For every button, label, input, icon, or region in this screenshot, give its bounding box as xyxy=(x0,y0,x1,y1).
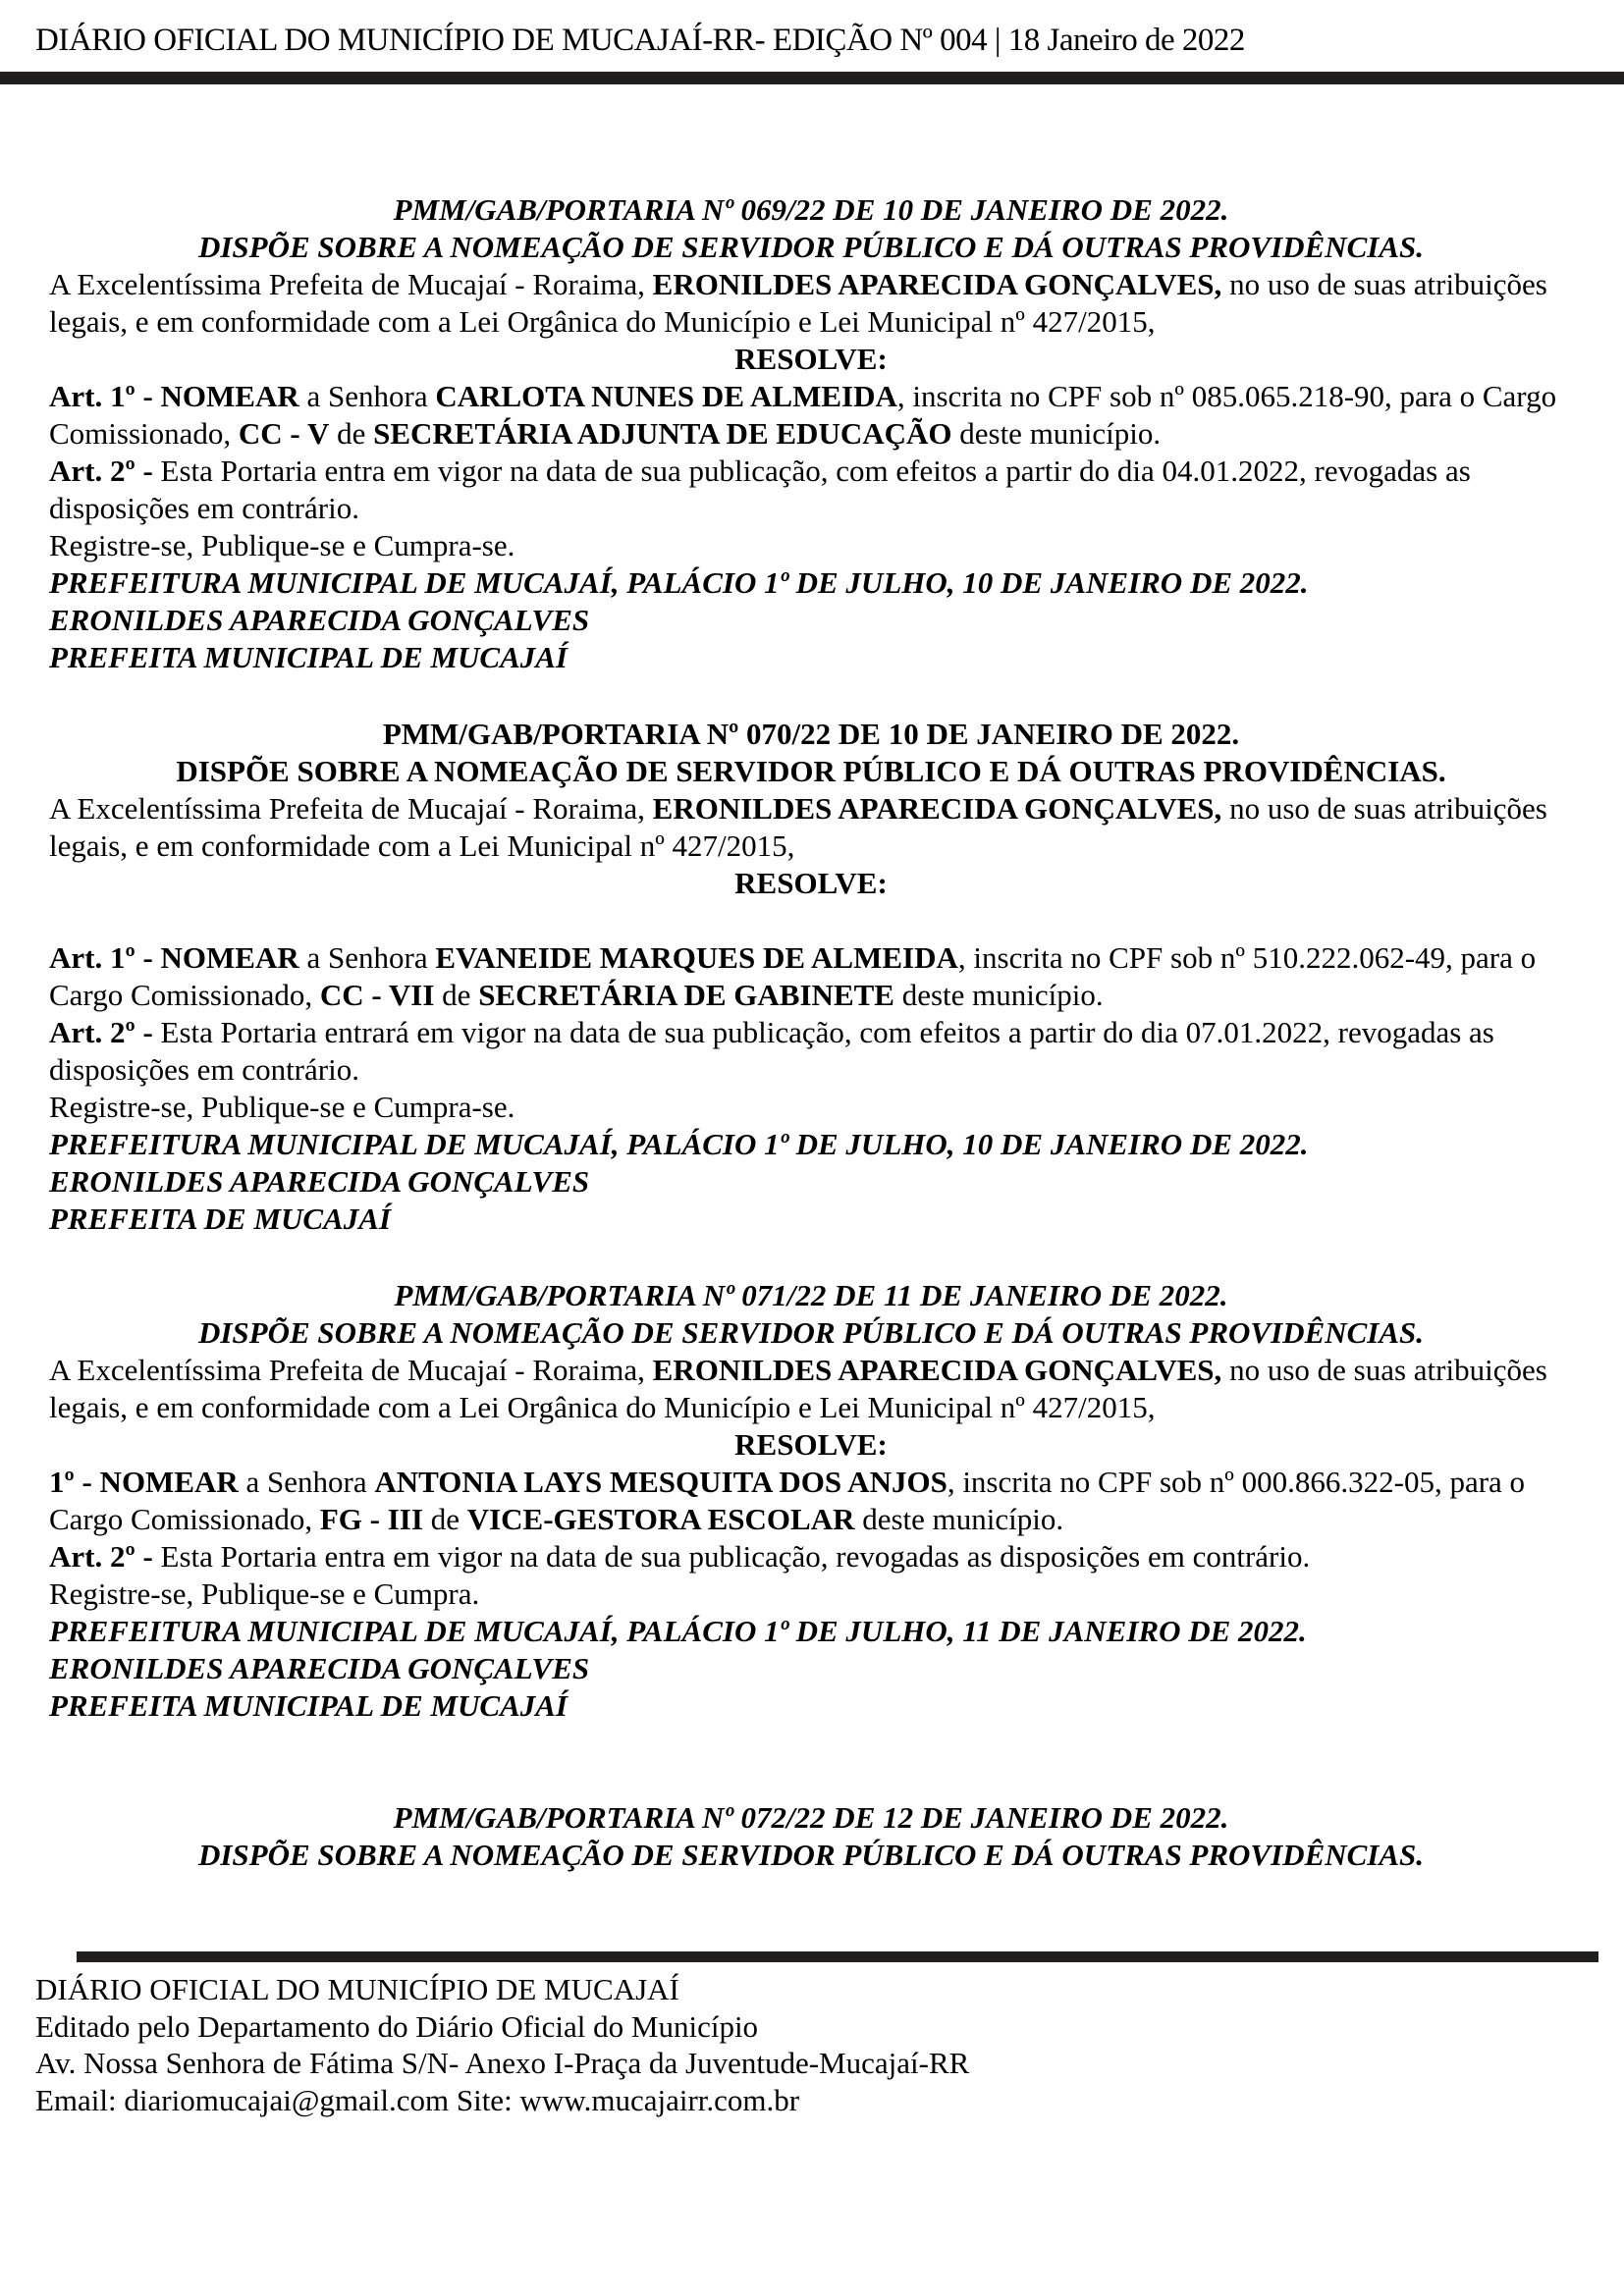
text-run: PMM/GAB/PORTARIA Nº 069/22 DE 10 DE JANEIRO DE 2022. xyxy=(393,192,1229,227)
text-run: Esta Portaria entra em vigor na data de sua publicação, com efeitos a partir do dia 04.01.2022, revogadas as disposições em contrário. xyxy=(49,454,1471,525)
text-run: RESOLVE: xyxy=(734,342,888,376)
text-run: Registre-se, Publique-se e Cumpra-se. xyxy=(49,528,515,562)
text-run: DISPÕE SOBRE A NOMEAÇÃO DE SERVIDOR PÚBLICO E DÁ OUTRAS PROVIDÊNCIAS. xyxy=(197,1315,1425,1350)
text-run: PREFEITURA MUNICIPAL DE MUCAJAÍ, PALÁCIO 1º DE JULHO, 10 DE JANEIRO DE 2022. xyxy=(49,565,1309,600)
text-run: FG - III xyxy=(319,1502,423,1536)
text-run: CC - VII xyxy=(319,978,435,1012)
portaria-071-22-closing xyxy=(49,1575,1573,1613)
text-run: DISPÕE SOBRE A NOMEAÇÃO DE SERVIDOR PÚBLICO E DÁ OUTRAS PROVIDÊNCIAS. xyxy=(176,754,1446,788)
text-run: ERONILDES APARECIDA GONÇALVES, xyxy=(652,267,1222,301)
portaria-071-22-signature-name xyxy=(49,1650,1573,1687)
text-run: Art. 2º - xyxy=(49,1539,161,1574)
text-run: Art. 2º - xyxy=(49,454,161,488)
text-run: no uso de suas atribuições legais, e em conformidade com a Lei Orgânica do Município e Lei Municipal nº 427/2015, xyxy=(49,1353,1547,1424)
footer-edited-by: Editado pelo Departamento do Diário Oficial do Município xyxy=(35,2008,759,2044)
portaria-071-22-title xyxy=(49,1277,1573,1314)
portaria-070-22-resolve xyxy=(49,865,1573,902)
portaria-069-22-art-1 xyxy=(49,378,1573,453)
portaria-071-22-art-1 xyxy=(49,1464,1573,1538)
portaria-070-22-title xyxy=(49,716,1573,753)
text-run: CC - V xyxy=(238,416,330,451)
portaria-069-22-title xyxy=(49,191,1573,229)
text-run: a Senhora xyxy=(298,379,436,413)
text-run: Registre-se, Publique-se e Cumpra. xyxy=(49,1576,480,1611)
portaria-072-22-subject xyxy=(49,1837,1573,1874)
text-run: RESOLVE: xyxy=(734,1427,888,1462)
portaria-069-22-signature-title xyxy=(49,639,1573,676)
text-run: PREFEITA MUNICIPAL DE MUCAJAÍ xyxy=(49,1688,568,1723)
portaria-069-22-place-date xyxy=(49,564,1573,602)
text-run: RESOLVE: xyxy=(734,866,888,900)
text-run: A Excelentíssima Prefeita de Mucajaí - Roraima, xyxy=(49,791,653,826)
text-run: DISPÕE SOBRE A NOMEAÇÃO DE SERVIDOR PÚBLICO E DÁ OUTRAS PROVIDÊNCIAS. xyxy=(197,1838,1425,1872)
text-run: ERONILDES APARECIDA GONÇALVES, xyxy=(652,1353,1222,1387)
text-run: VICE-GESTORA ESCOLAR xyxy=(466,1502,855,1536)
text-run: PMM/GAB/PORTARIA Nº 070/22 DE 10 DE JANEIRO DE 2022. xyxy=(382,717,1240,751)
text-run: EVANEIDE MARQUES DE ALMEIDA xyxy=(435,940,958,975)
portaria-071-22-resolve xyxy=(49,1426,1573,1464)
portaria-069-22-closing xyxy=(49,527,1573,564)
portaria-070-22-preamble xyxy=(49,790,1573,865)
portaria-070-22-signature-name xyxy=(49,1163,1573,1201)
text-run: , inscrita no CPF sob nº 000.866.322-05, para o Cargo Comissionado, xyxy=(49,1465,1526,1536)
portaria-069-22-art-2 xyxy=(49,453,1573,527)
portaria-069-22-preamble xyxy=(49,266,1573,341)
portaria-069-22 xyxy=(49,191,1573,676)
text-run: ANTONIA LAYS MESQUITA DOS ANJOS xyxy=(374,1465,947,1499)
portaria-069-22-resolve xyxy=(49,341,1573,378)
portaria-070-22-place-date xyxy=(49,1126,1573,1163)
text-run: A Excelentíssima Prefeita de Mucajaí - Roraima, xyxy=(49,267,653,301)
text-run: no uso de suas atribuições legais, e em conformidade com a Lei Municipal nº 427/2015, xyxy=(49,791,1547,863)
text-run: PREFEITA MUNICIPAL DE MUCAJAÍ xyxy=(49,640,568,674)
text-run: deste município. xyxy=(893,978,1104,1012)
text-run: Art. 1º - NOMEAR xyxy=(49,940,299,975)
portaria-071-22-art-2 xyxy=(49,1538,1573,1575)
text-run: de xyxy=(422,1502,467,1536)
text-run: ERONILDES APARECIDA GONÇALVES xyxy=(49,1651,590,1685)
text-run: ERONILDES APARECIDA GONÇALVES xyxy=(49,1164,590,1199)
text-run: PREFEITURA MUNICIPAL DE MUCAJAÍ, PALÁCIO 1º DE JULHO, 10 DE JANEIRO DE 2022. xyxy=(49,1127,1309,1161)
footer xyxy=(35,1971,1567,2118)
portaria-071-22-place-date xyxy=(49,1613,1573,1650)
text-run: Esta Portaria entra em vigor na data de sua publicação, revogadas as disposições em contrário. xyxy=(160,1539,1311,1574)
portaria-071-22-preamble xyxy=(49,1352,1573,1426)
portaria-071-22-subject xyxy=(49,1314,1573,1352)
portaria-069-22-signature-name xyxy=(49,602,1573,639)
portaria-070-22 xyxy=(49,716,1573,1238)
text-run: no uso de suas atribuições legais, e em conformidade com a Lei Orgânica do Município e Lei Municipal nº 427/2015, xyxy=(49,267,1547,339)
masthead-divider-bar xyxy=(0,72,1624,84)
text-run: ERONILDES APARECIDA GONÇALVES xyxy=(49,603,590,637)
text-run: SECRETÁRIA ADJUNTA DE EDUCAÇÃO xyxy=(373,416,952,451)
masthead-title: DIÁRIO OFICIAL DO MUNICÍPIO DE MUCAJAÍ-RR- EDIÇÃO Nº 004 | 18 Janeiro de 2022 xyxy=(35,23,1245,58)
text-run: Registre-se, Publique-se e Cumpra-se. xyxy=(49,1090,515,1124)
footer-divider-bar xyxy=(77,1951,1598,1962)
text-run: PMM/GAB/PORTARIA Nº 072/22 DE 12 DE JANEIRO DE 2022. xyxy=(393,1800,1229,1835)
text-run: CARLOTA NUNES DE ALMEIDA xyxy=(435,379,897,413)
portaria-070-22-art-2 xyxy=(49,1014,1573,1089)
text-run: de xyxy=(329,416,374,451)
text-run: Art. 2º - xyxy=(49,1015,161,1049)
text-run: ERONILDES APARECIDA GONÇALVES, xyxy=(652,791,1222,826)
text-run: de xyxy=(434,978,479,1012)
text-run: SECRETÁRIA DE GABINETE xyxy=(478,978,894,1012)
text-run: PREFEITA DE MUCAJAÍ xyxy=(49,1201,392,1236)
footer-contact: Email: diariomucajai@gmail.com Site: www.mucajairr.com.br xyxy=(35,2082,800,2117)
text-run: Art. 1º - NOMEAR xyxy=(49,379,299,413)
portaria-070-22-signature-title xyxy=(49,1201,1573,1238)
portaria-069-22-subject xyxy=(49,229,1573,266)
portaria-070-22-closing xyxy=(49,1089,1573,1126)
portaria-070-22-subject xyxy=(49,753,1573,790)
text-run: deste município. xyxy=(951,416,1162,451)
portaria-070-22-art-1 xyxy=(49,939,1573,1014)
text-run: PREFEITURA MUNICIPAL DE MUCAJAÍ, PALÁCIO 1º DE JULHO, 11 DE JANEIRO DE 2022. xyxy=(49,1614,1307,1648)
portaria-071-22 xyxy=(49,1277,1573,1725)
text-run: a Senhora xyxy=(238,1465,375,1499)
text-run: , inscrita no CPF sob nº 510.222.062-49, para o Cargo Comissionado, xyxy=(49,940,1537,1012)
text-run: DISPÕE SOBRE A NOMEAÇÃO DE SERVIDOR PÚBLICO E DÁ OUTRAS PROVIDÊNCIAS. xyxy=(197,230,1425,264)
document-body xyxy=(49,191,1573,1874)
text-run: Esta Portaria entrará em vigor na data de sua publicação, com efeitos a partir do dia 07.01.2022, revogadas as disposições em contrário. xyxy=(49,1015,1494,1087)
text-run: A Excelentíssima Prefeita de Mucajaí - Roraima, xyxy=(49,1353,653,1387)
text-run: deste município. xyxy=(854,1502,1064,1536)
text-run: 1º - NOMEAR xyxy=(49,1465,239,1499)
footer-publisher: DIÁRIO OFICIAL DO MUNICÍPIO DE MUCAJAÍ xyxy=(35,1972,679,2006)
portaria-071-22-signature-title xyxy=(49,1687,1573,1725)
text-run: a Senhora xyxy=(298,940,436,975)
footer-address: Av. Nossa Senhora de Fátima S/N- Anexo I-Praça da Juventude-Mucajaí-RR xyxy=(35,2046,970,2080)
portaria-072-22-title xyxy=(49,1799,1573,1837)
portaria-072-22 xyxy=(49,1799,1573,1874)
text-run: , inscrita no CPF sob nº 085.065.218-90, para o Cargo Comissionado, xyxy=(49,379,1557,451)
text-run: PMM/GAB/PORTARIA Nº 071/22 DE 11 DE JANEIRO DE 2022. xyxy=(394,1278,1228,1312)
